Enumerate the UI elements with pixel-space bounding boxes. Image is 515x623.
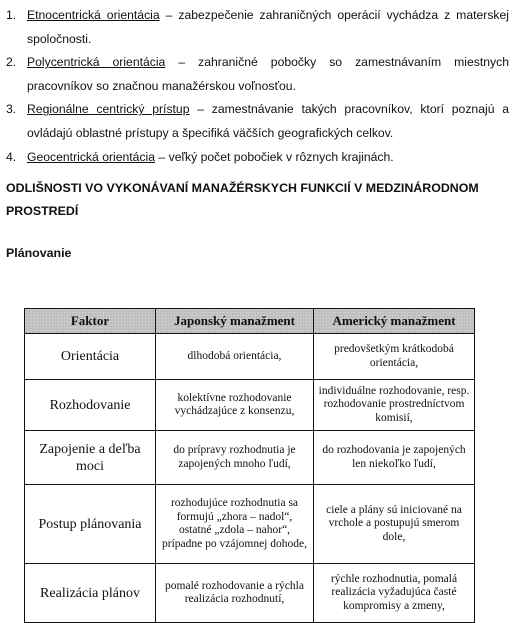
column-header-america: Americký manažment: [314, 309, 475, 334]
table-row: [25, 380, 475, 431]
column-header-factor: Faktor: [25, 309, 156, 334]
list-item-number: 2.: [6, 55, 17, 70]
factor-cell: Orientácia: [25, 334, 156, 380]
japan-cell: kolektívne rozhodovanie vychádzajúce z konsenzu,: [156, 380, 314, 431]
table-header-row: [25, 309, 475, 334]
america-cell: predovšetkým krátkodobá orientácia,: [314, 334, 475, 380]
factor-cell: Postup plánovania: [25, 485, 156, 564]
section-heading: ODLIŠNOSTI VO VYKONÁVANÍ MANAŽÉRSKYCH FUNKCIÍ V MEDZINÁRODNOM PROSTREDÍ: [6, 181, 479, 218]
comparison-table: [24, 308, 475, 623]
table-row: [25, 431, 475, 485]
japan-cell: dlhodobá orientácia,: [156, 334, 314, 380]
japan-cell: pomalé rozhodovanie a rýchla realizácia rozhodnutí,: [156, 564, 314, 623]
list-item-number: 3.: [6, 102, 17, 117]
list-item-text: – zamestnávanie takých pracovníkov, ktorí poznajú a ovládajú oblastné prístupy a špecifiká väčších geografických celkov.: [27, 102, 509, 140]
list-item: [6, 98, 509, 145]
list-item: [6, 4, 509, 51]
list-item-text: – veľký počet pobočiek v rôznych krajinách.: [155, 149, 394, 164]
factor-cell: Realizácia plánov: [25, 564, 156, 623]
america-cell: individuálne rozhodovanie, resp. rozhodovanie prostredníctvom komisií,: [314, 380, 475, 431]
table-row: [25, 485, 475, 564]
america-cell: rýchle rozhodnutia, pomalá realizácia vyžadujúca časté kompromisy a zmeny,: [314, 564, 475, 623]
table-row: [25, 564, 475, 623]
america-cell: ciele a plány sú iniciované na vrchole a postupujú smerom dole,: [314, 485, 475, 564]
factor-cell: Rozhodovanie: [25, 380, 156, 431]
list-item: [6, 146, 509, 170]
japan-cell: rozhodujúce rozhodnutia sa formujú „zhora – nadol“, ostatné „zdola – nahor“, prípadne po vzájomnej dohode,: [156, 485, 314, 564]
orientation-list: [6, 4, 509, 169]
column-header-japan: Japonský manažment: [156, 309, 314, 334]
list-item-number: 4.: [6, 149, 17, 164]
list-item-term: Polycentrická orientácia: [27, 55, 166, 70]
subsection-heading: Plánovanie: [6, 246, 72, 260]
factor-cell: Zapojenie a deľba moci: [25, 431, 156, 485]
table-row: [25, 334, 475, 380]
list-item-term: Geocentrická orientácia: [27, 149, 156, 164]
list-item-term: Etnocentrická orientácia: [27, 8, 160, 22]
america-cell: do rozhodovania je zapojených len niekoľko ľudí,: [314, 431, 475, 485]
list-item: [6, 51, 509, 98]
list-item-number: 1.: [6, 8, 17, 22]
list-item-text: – zabezpečenie zahraničných operácií vychádza z materskej spoločnosti.: [27, 8, 509, 46]
japan-cell: do prípravy rozhodnutia je zapojených mnoho ľudí,: [156, 431, 314, 485]
list-item-term: Regionálne centrický prístup: [27, 102, 190, 117]
list-item-text: – zahraničné pobočky so zamestnávaním miestnych pracovníkov so značnou manažérskou voľnosťou.: [27, 55, 509, 93]
